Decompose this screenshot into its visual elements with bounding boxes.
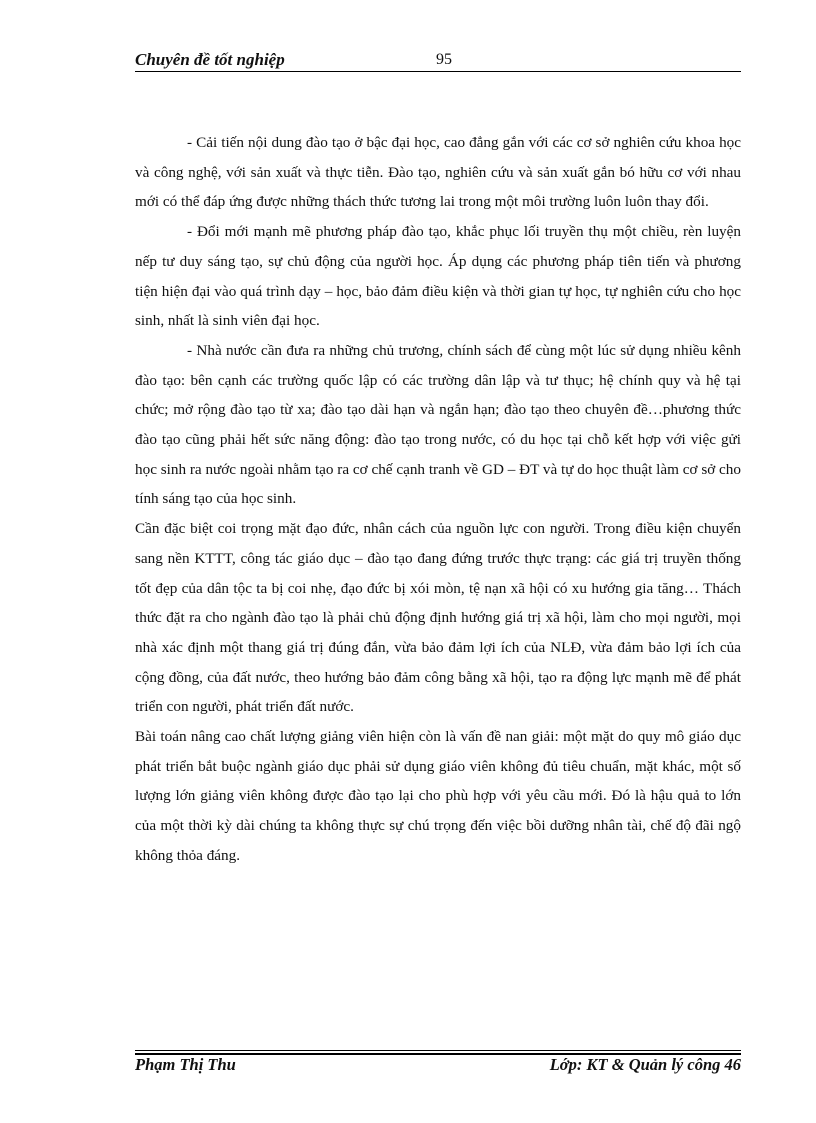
- page-header: [135, 50, 741, 72]
- header-divider: [135, 71, 741, 72]
- paragraph-1: - Cải tiến nội dung đào tạo ở bậc đại học, cao đẳng gắn với các cơ sở nghiên cứu khoa học và công nghệ, với sản xuất và thực tiễn. Đào tạo, nghiên cứu và sản xuất gắn bó hữu cơ với nhau mới có thể đáp ứng được những thách thức tương lai trong một môi trường luôn luôn thay đổi.: [135, 134, 741, 211]
- paragraph-2: - Đổi mới mạnh mẽ phương pháp đào tạo, khắc phục lối truyền thụ một chiều, rèn luyện nếp tư duy sáng tạo, sự chủ động của người học. Áp dụng các phương pháp tiên tiến và phương tiện hiện đại vào quá trình dạy – học, bảo đảm điều kiện và thời gian tự học, tự nghiên cứu cho học sinh, nhất là sinh viên đại học.: [135, 223, 741, 330]
- paragraph-5: Bài toán nâng cao chất lượng giảng viên hiện còn là vấn đề nan giải: một mặt do quy mô giáo dục phát triển bắt buộc ngành giáo dục phải sử dụng giáo viên không đủ tiêu chuẩn, mặt khác, một số lượng lớn giảng viên không được đào tạo lại cho phù hợp với yêu cầu mới. Đó là hậu quả to lớn của một thời kỳ dài chúng ta không thực sự chú trọng đến việc bồi dưỡng nhân tài, chế độ đãi ngộ không thỏa đáng.: [135, 728, 741, 864]
- paragraph-3: - Nhà nước cần đưa ra những chủ trương, chính sách để cùng một lúc sử dụng nhiều kênh đào tạo: bên cạnh các trường quốc lập có các trường dân lập và tư thục; hệ chính quy và hệ tại chức; mở rộng đào tạo từ xa; đào tạo dài hạn và ngắn hạn; đào tạo theo chuyên đề…phương thức đào tạo cũng phải hết sức năng động: đào tạo trong nước, có du học tại chỗ kết hợp với việc gửi học sinh ra nước ngoài nhằm tạo ra cơ chế cạnh tranh về GD – ĐT và tự do học thuật làm cơ sở cho tính sáng tạo của học sinh.: [135, 341, 741, 508]
- page-number: 95: [436, 51, 452, 68]
- footer-class: Lớp: KT & Quản lý công 46: [549, 1055, 741, 1074]
- body-text: [135, 128, 741, 871]
- footer-author: Phạm Thị Thu: [135, 1055, 236, 1074]
- paragraph-4: Cần đặc biệt coi trọng mặt đạo đức, nhân cách của nguồn lực con người. Trong điều kiện chuyển sang nền KTTT, công tác giáo dục – đào tạo đang đứng trước thực trạng: các giá trị truyền thống tốt đẹp của dân tộc ta bị coi nhẹ, đạo đức bị xói mòn, tệ nạn xã hội có xu hướng gia tăng… Thách thức đặt ra cho ngành đào tạo là phải chủ động định hướng giá trị xã hội, làm cho mọi người, mọi nhà xác định một thang giá trị đúng đắn, vừa bảo đảm lợi ích của NLĐ, vừa đảm bảo lợi ích của cộng đồng, của đất nước, theo hướng bảo đảm công bằng xã hội, tạo ra động lực mạnh mẽ để phát triển con người, phát triển đất nước.: [135, 520, 741, 716]
- page-footer: [135, 1055, 741, 1077]
- footer-divider-thin: [135, 1050, 741, 1051]
- header-title: Chuyên đề tốt nghiệp: [135, 50, 285, 69]
